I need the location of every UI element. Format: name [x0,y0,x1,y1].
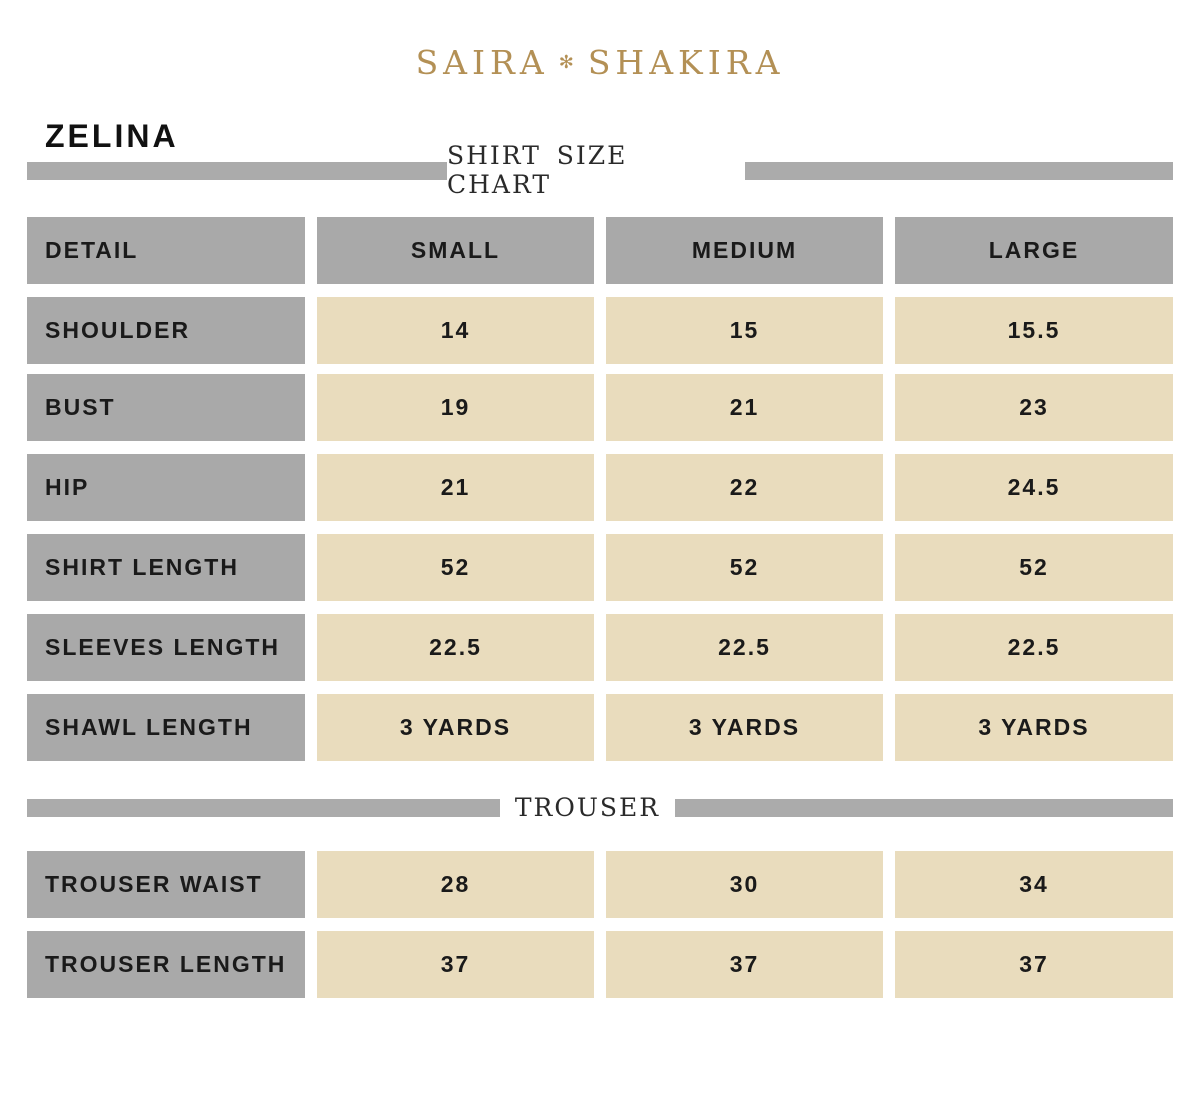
value-large: 23 [895,374,1173,441]
row-label: SLEEVES LENGTH [27,614,305,681]
table-row [27,694,1173,761]
value-small: 22.5 [317,614,594,681]
value-large: 22.5 [895,614,1173,681]
value-medium: 15 [606,297,883,364]
row-label: TROUSER WAIST [27,851,305,918]
value-small: 28 [317,851,594,918]
product-title: ZELINA [45,118,179,154]
value-small: 52 [317,534,594,601]
header-large: LARGE [895,217,1173,284]
brand-name-right: SHAKIRA [587,42,785,82]
value-small: 14 [317,297,594,364]
header-small: SMALL [317,217,594,284]
value-medium: 30 [606,851,883,918]
row-label: BUST [27,374,305,441]
row-label: TROUSER LENGTH [27,931,305,998]
value-small: 37 [317,931,594,998]
row-label: SHOULDER [27,297,305,364]
value-medium: 22.5 [606,614,883,681]
value-medium: 22 [606,454,883,521]
divider-line [27,162,447,180]
value-large: 24.5 [895,454,1173,521]
table-row [27,297,1173,364]
row-label: SHAWL LENGTH [27,694,305,761]
divider-line [27,799,500,817]
value-medium: 52 [606,534,883,601]
table-row [27,534,1173,601]
divider-line [675,799,1173,817]
value-large: 52 [895,534,1173,601]
divider-line [745,162,1173,180]
brand-logo [0,38,1200,86]
row-label: HIP [27,454,305,521]
value-large: 3 YARDS [895,694,1173,761]
table-row [27,851,1173,918]
brand-name-left: SAIRA [415,42,549,82]
value-small: 21 [317,454,594,521]
value-medium: 37 [606,931,883,998]
value-small: 19 [317,374,594,441]
table-row [27,454,1173,521]
value-large: 34 [895,851,1173,918]
table-row [27,614,1173,681]
trouser-section-title: TROUSER [514,792,661,822]
value-large: 37 [895,931,1173,998]
value-small: 3 YARDS [317,694,594,761]
header-medium: MEDIUM [606,217,883,284]
value-medium: 21 [606,374,883,441]
row-label: SHIRT LENGTH [27,534,305,601]
shirt-section-title: SHIRT SIZE CHART [447,141,628,199]
table-row [27,931,1173,998]
trouser-section-heading [27,787,1173,827]
table-row [27,374,1173,441]
value-medium: 3 YARDS [606,694,883,761]
header-detail: DETAIL [27,217,305,284]
shirt-section-heading [27,141,1173,199]
brand-star-icon: ✻ [558,51,574,73]
value-large: 15.5 [895,297,1173,364]
table-header-row [27,217,1173,284]
